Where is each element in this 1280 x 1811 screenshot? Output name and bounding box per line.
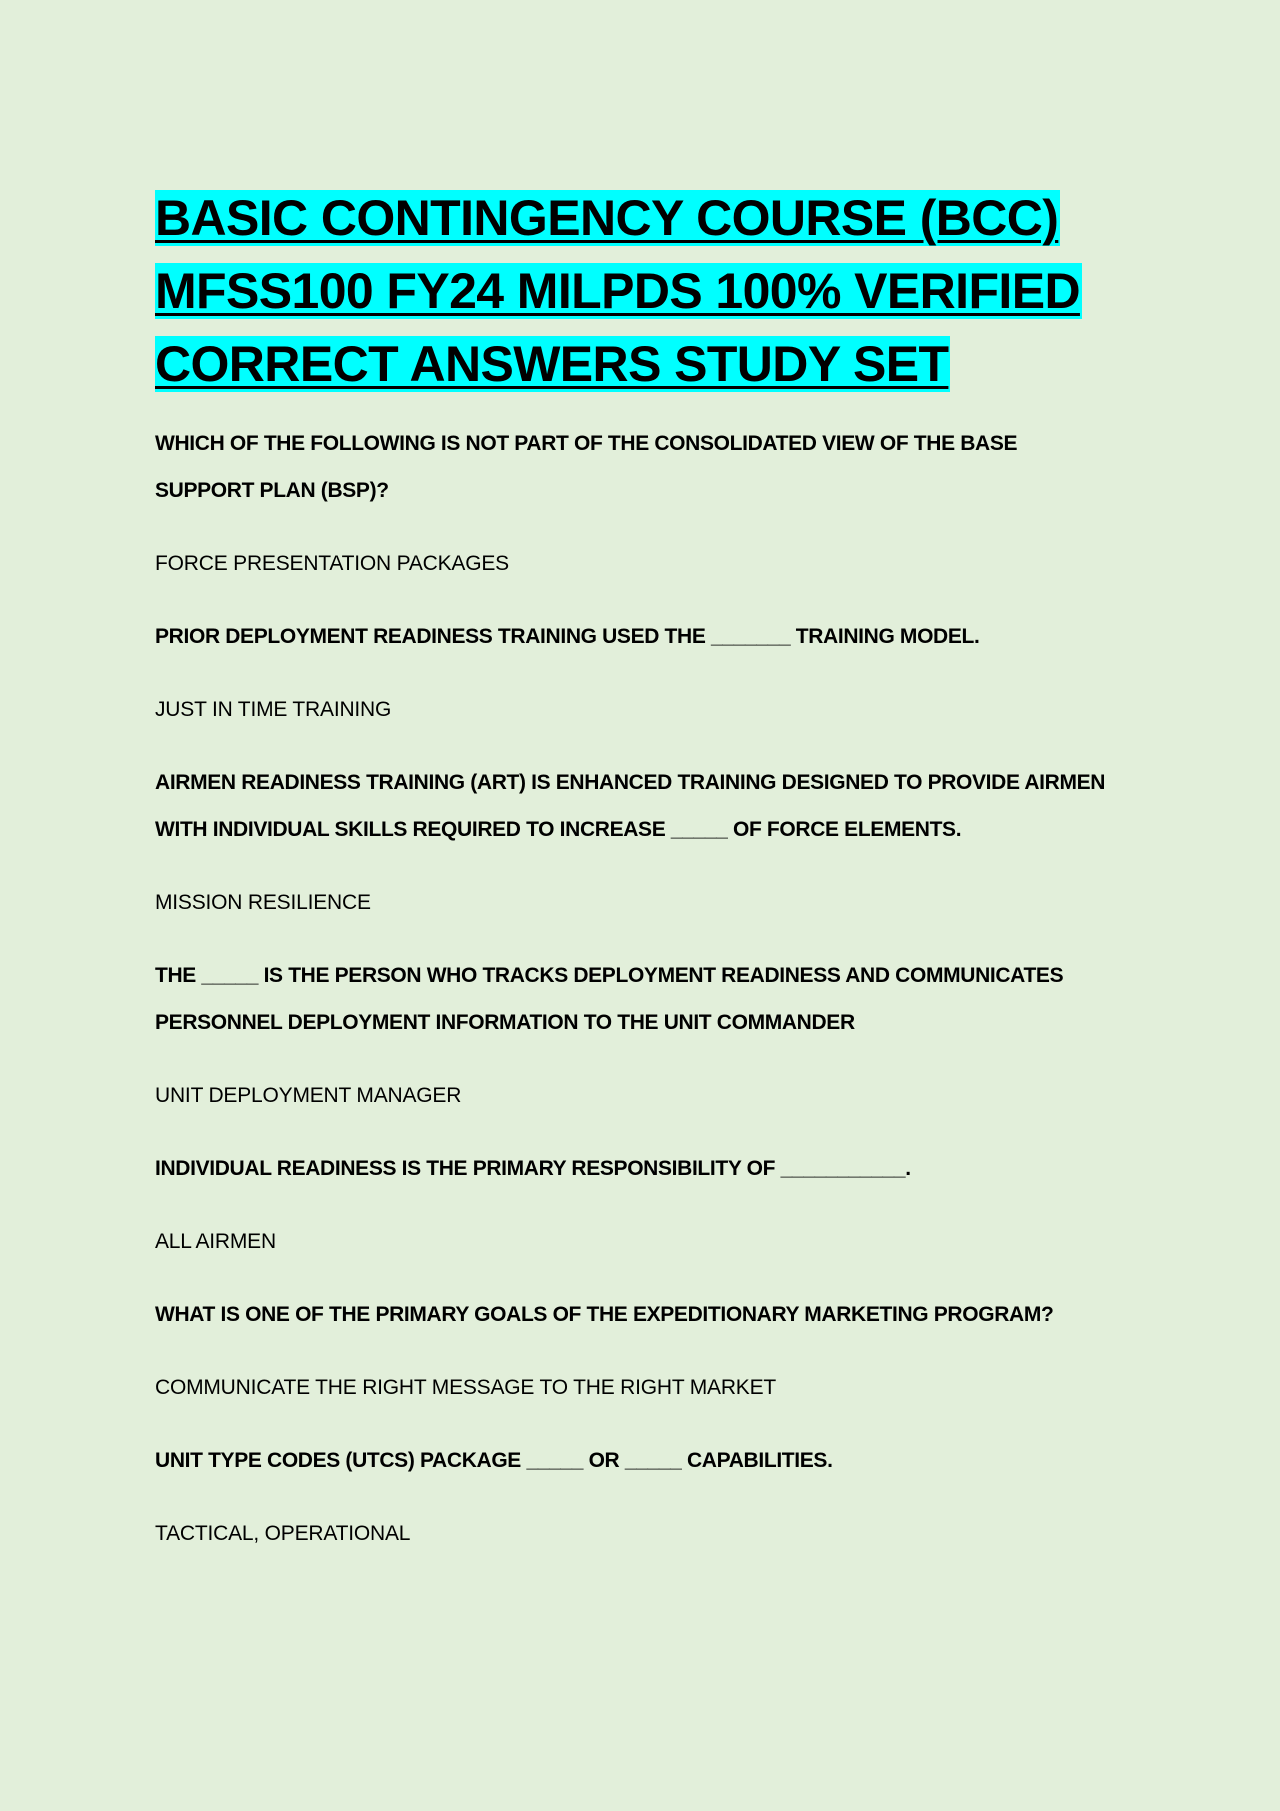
document-content: [155, 182, 1115, 1583]
answer-text: MISSION RESILIENCE: [155, 891, 371, 914]
question-text: UNIT TYPE CODES (UTCS) PACKAGE _____ OR _____ CAPABILITIES.: [155, 1449, 833, 1472]
qa-item-1: [155, 420, 1115, 587]
question-text: THE _____ IS THE PERSON WHO TRACKS DEPLOYMENT READINESS AND COMMUNICATES PERSONNEL DEPLOYMENT INFORMATION TO THE UNIT COMMANDER: [155, 964, 1064, 1034]
answer-text: COMMUNICATE THE RIGHT MESSAGE TO THE RIGHT MARKET: [155, 1376, 777, 1399]
question-text: INDIVIDUAL READINESS IS THE PRIMARY RESPONSIBILITY OF ___________.: [155, 1157, 911, 1180]
title-line-3: CORRECT ANSWERS STUDY SET: [155, 336, 949, 392]
answer-text: TACTICAL, OPERATIONAL: [155, 1522, 411, 1545]
qa-item-5: [155, 1145, 1115, 1265]
title-line-2: MFSS100 FY24 MILPDS 100% VERIFIED: [155, 263, 1080, 319]
answer-text: ALL AIRMEN: [155, 1230, 276, 1253]
answer-text: FORCE PRESENTATION PACKAGES: [155, 552, 509, 575]
question-text: WHAT IS ONE OF THE PRIMARY GOALS OF THE EXPEDITIONARY MARKETING PROGRAM?: [155, 1303, 1054, 1326]
answer-text: UNIT DEPLOYMENT MANAGER: [155, 1084, 462, 1107]
title-line-1: BASIC CONTINGENCY COURSE (BCC): [155, 190, 1059, 246]
qa-list: [155, 420, 1115, 1557]
question-text: WHICH OF THE FOLLOWING IS NOT PART OF THE CONSOLIDATED VIEW OF THE BASE SUPPORT PLAN (BSP)?: [155, 432, 1018, 502]
answer-text: JUST IN TIME TRAINING: [155, 698, 392, 721]
qa-item-4: [155, 952, 1115, 1119]
qa-item-3: [155, 759, 1115, 926]
document-title: [155, 182, 1115, 401]
qa-item-6: [155, 1291, 1115, 1411]
qa-item-2: [155, 613, 1115, 733]
question-text: PRIOR DEPLOYMENT READINESS TRAINING USED THE _______ TRAINING MODEL.: [155, 625, 980, 648]
question-text: AIRMEN READINESS TRAINING (ART) IS ENHANCED TRAINING DESIGNED TO PROVIDE AIRMEN WITH INDIVIDUAL SKILLS REQUIRED TO INCREASE _____ OF FORCE ELEMENTS.: [155, 771, 1106, 841]
qa-item-7: [155, 1437, 1115, 1557]
